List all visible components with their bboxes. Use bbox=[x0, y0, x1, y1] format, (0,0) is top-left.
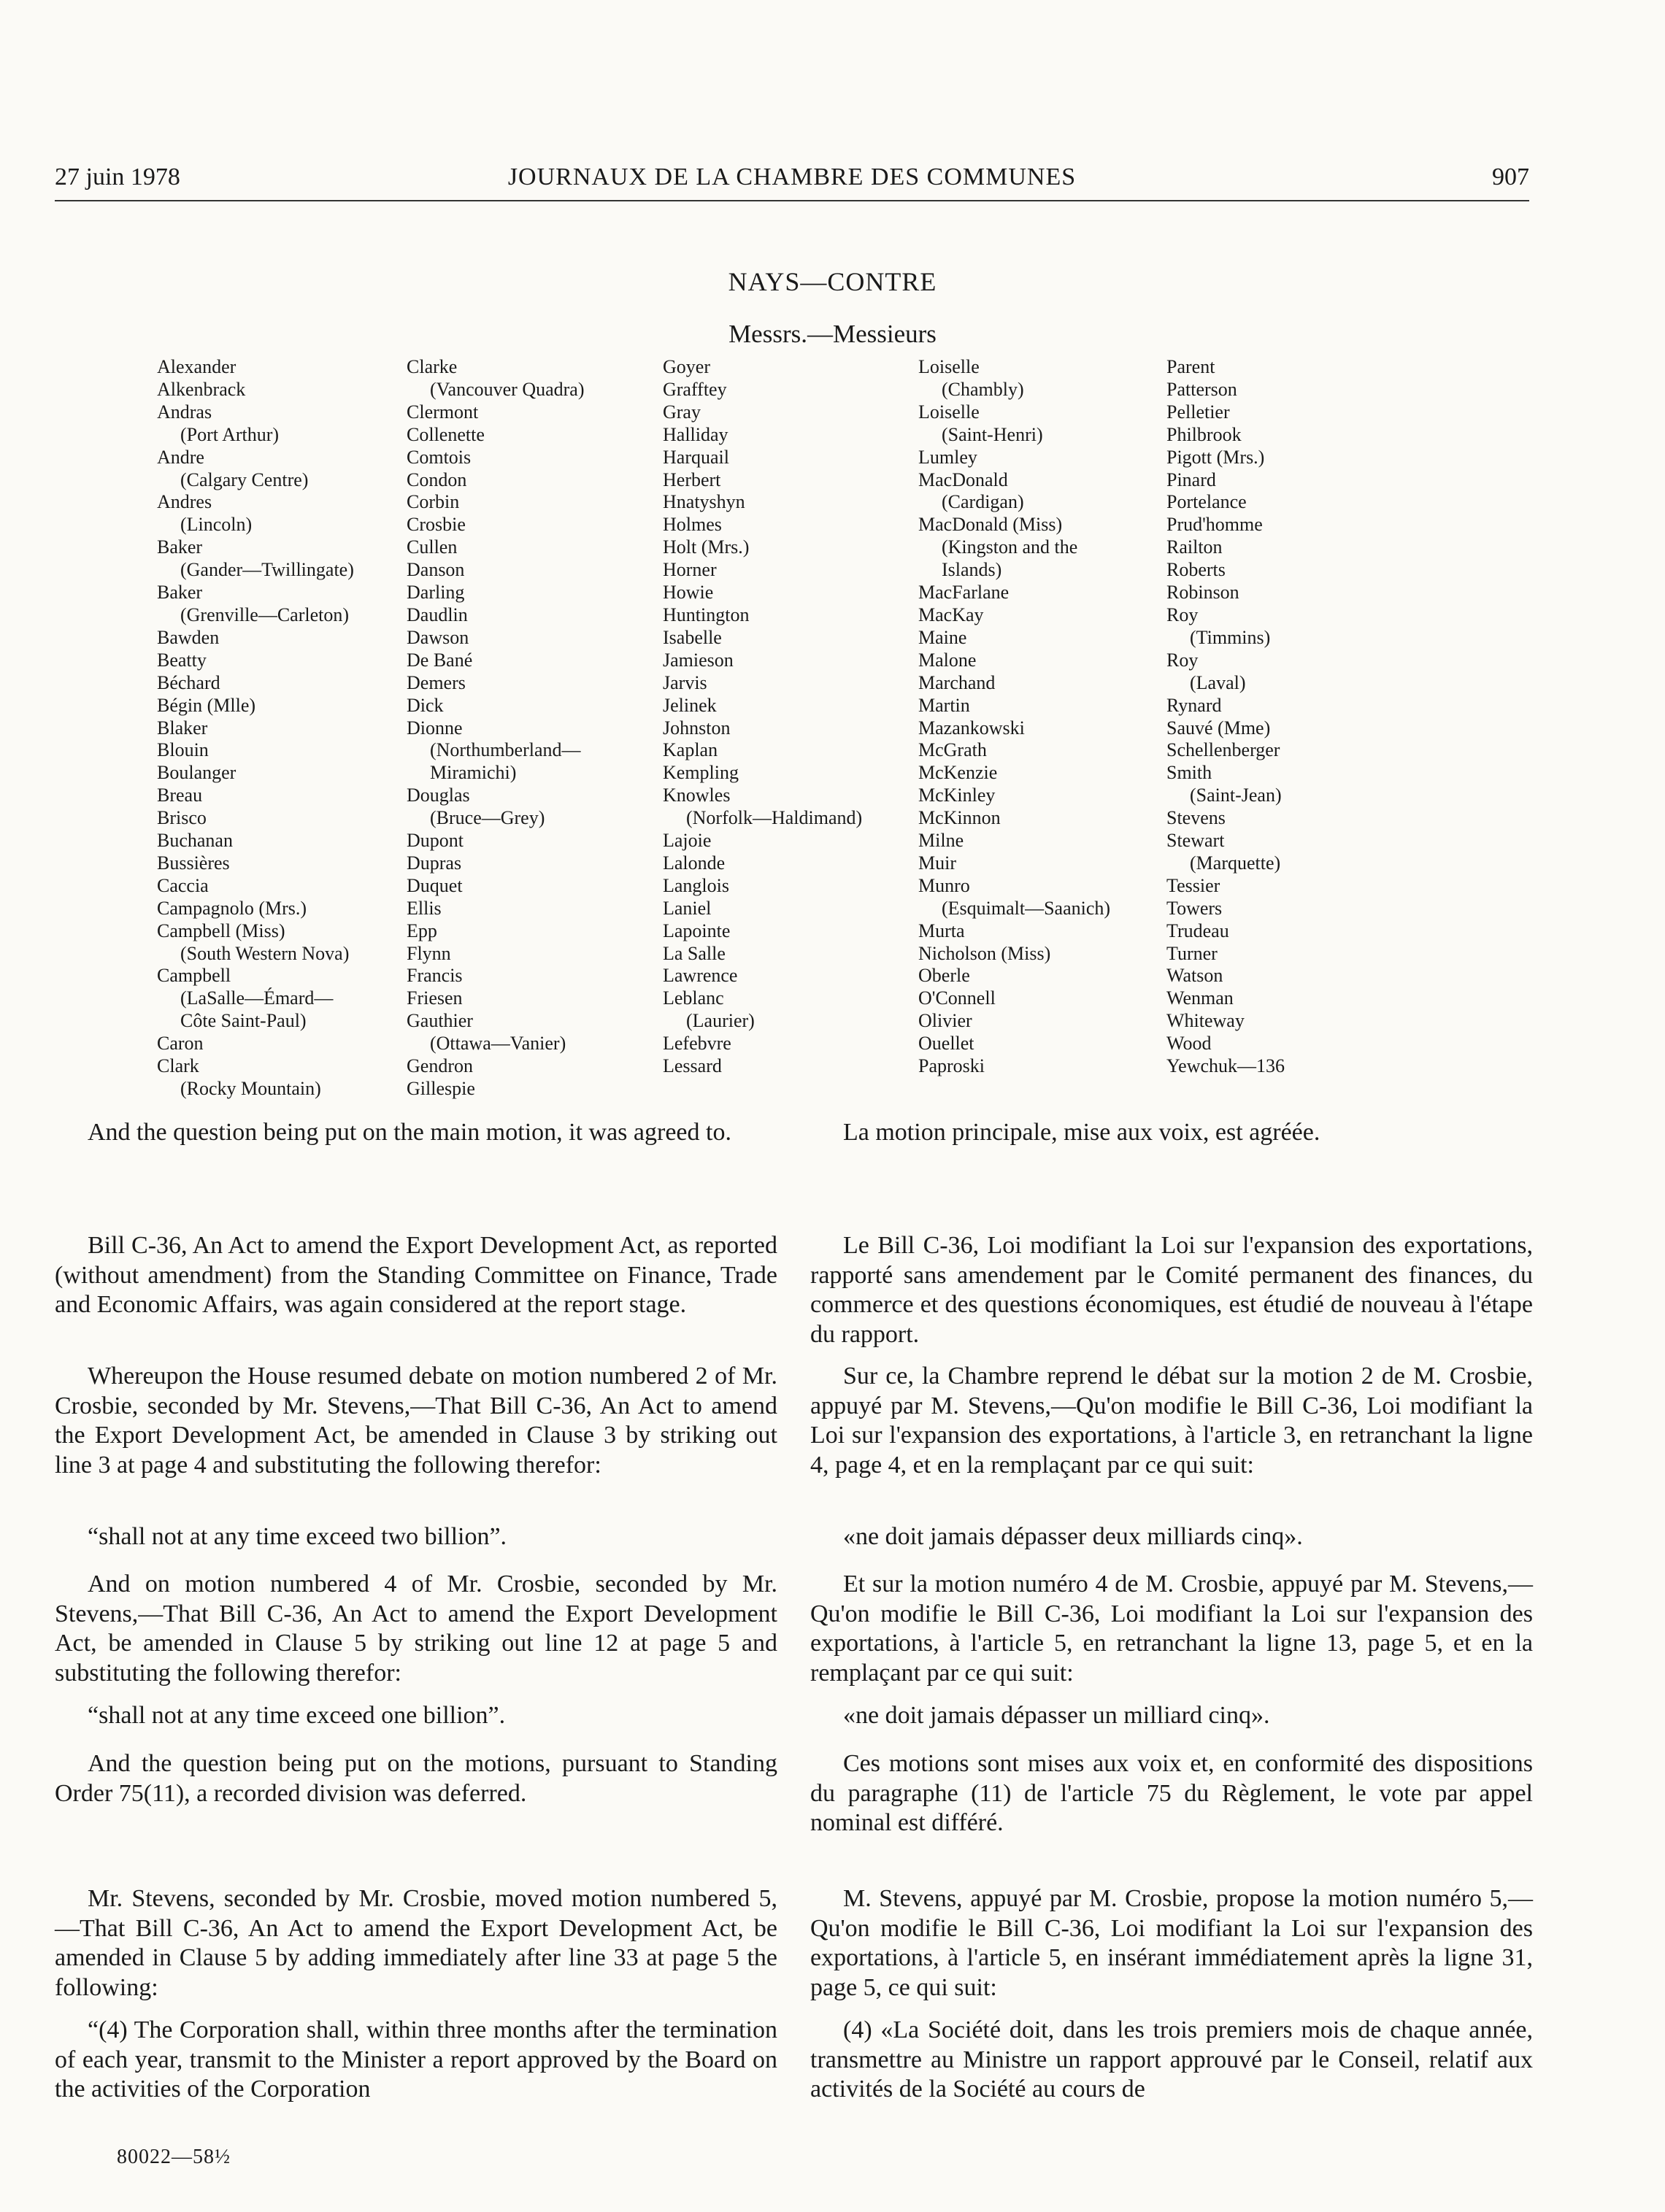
member-riding: (Kingston and the bbox=[942, 536, 1078, 558]
member-riding: (Port Arthur) bbox=[180, 423, 280, 445]
member-name: Baker bbox=[157, 582, 203, 604]
fr-motion-4-text: «ne doit jamais dépasser un milliard cinq». bbox=[843, 1702, 1270, 1729]
fr-motion-4: Et sur la motion numéro 4 de M. Crosbie, appuyé par M. Stevens,—Qu'on modifie le Bill C-36, Loi modifiant la Loi sur l'expansion des exportations, à l'article 5, en retranchant la ligne 13, page 5, et en la remplaçant par ce qui suit: bbox=[810, 1571, 1533, 1687]
member-name: Pelletier bbox=[1166, 401, 1230, 423]
member-name: Trudeau bbox=[1166, 920, 1229, 941]
member-name: Dick bbox=[407, 694, 444, 716]
member-name: Caccia bbox=[157, 874, 209, 896]
member-riding: (South Western Nova) bbox=[180, 942, 350, 964]
member-riding: (Northumberland— bbox=[430, 739, 581, 761]
division-subheading: Messrs.—Messieurs bbox=[728, 320, 937, 348]
member-name: Blaker bbox=[157, 717, 208, 739]
member-name: Francis bbox=[407, 965, 463, 987]
fr-motion-2: Sur ce, la Chambre reprend le débat sur la motion 2 de M. Crosbie, appuyé par M. Stevens,—Qu'on modifie le Bill C-36, Loi modifiant la Loi sur l'expansion des exportations, à l'article 3, en retranchant la ligne 4, page 4, et en la remplaçant par ce qui suit: bbox=[810, 1363, 1533, 1479]
member-name: Holt (Mrs.) bbox=[663, 536, 750, 558]
member-riding: (Gander—Twillingate) bbox=[180, 559, 354, 581]
member-name: Robinson bbox=[1166, 582, 1239, 604]
member-name: Condon bbox=[407, 469, 467, 490]
en-motion-2-text: “shall not at any time exceed two billion”. bbox=[88, 1523, 507, 1550]
member-name: Stevens bbox=[1166, 807, 1226, 829]
member-name: Cullen bbox=[407, 536, 458, 558]
member-name: Roy bbox=[1166, 604, 1199, 625]
member-name: Andras bbox=[157, 401, 212, 423]
member-name: Loiselle bbox=[918, 401, 980, 423]
page-number: 907 bbox=[1492, 163, 1529, 190]
member-name: Paproski bbox=[918, 1055, 985, 1077]
member-name: Loiselle bbox=[918, 356, 980, 377]
member-name: Brisco bbox=[157, 807, 207, 829]
en-division-deferred: And the question being put on the motions, pursuant to Standing Order 75(11), a recorded division was deferred. bbox=[55, 1750, 777, 1807]
names-column-3 bbox=[663, 356, 862, 1078]
member-name: Pigott (Mrs.) bbox=[1166, 446, 1265, 468]
member-name: Murta bbox=[918, 920, 965, 941]
member-name: Comtois bbox=[407, 446, 472, 468]
member-name: Corbin bbox=[407, 491, 460, 513]
member-name: Daudlin bbox=[407, 604, 468, 625]
member-name: Duquet bbox=[407, 874, 463, 896]
member-name: Herbert bbox=[663, 469, 721, 490]
member-name: Beatty bbox=[157, 649, 207, 671]
member-riding: (Cardigan) bbox=[942, 491, 1024, 513]
member-name: Railton bbox=[1166, 536, 1223, 558]
member-name: Portelance bbox=[1166, 491, 1247, 513]
member-riding: (LaSalle—Émard— bbox=[180, 987, 334, 1009]
member-name: Blouin bbox=[157, 739, 209, 761]
member-riding: (Lincoln) bbox=[180, 514, 253, 536]
en-motion-4: And on motion numbered 4 of Mr. Crosbie, seconded by Mr. Stevens,—That Bill C-36, An Act to amend the Export Development Act, be amended in Clause 5 by striking out line 12 at page 5 and substituting the following therefor: bbox=[55, 1571, 777, 1687]
member-name: Dupont bbox=[407, 830, 464, 852]
member-name: Whiteway bbox=[1166, 1010, 1245, 1032]
member-name: Douglas bbox=[407, 785, 470, 806]
member-name: Campbell (Miss) bbox=[157, 920, 285, 941]
member-name: Alkenbrack bbox=[157, 378, 246, 400]
member-name: Smith bbox=[1166, 762, 1212, 784]
member-name: Sauvé (Mme) bbox=[1166, 717, 1271, 739]
member-name: Schellenberger bbox=[1166, 739, 1280, 761]
member-name: Goyer bbox=[663, 356, 710, 377]
fr-main-motion-result: La motion principale, mise aux voix, est agréée. bbox=[843, 1119, 1320, 1146]
member-name: Jamieson bbox=[663, 649, 734, 671]
fr-motion-5-text: (4) «La Société doit, dans les trois premiers mois de chaque année, transmettre au Ministre un rapport approuvé par le Conseil, relatif aux activités de la Société au cours de bbox=[810, 2016, 1533, 2103]
member-name: Rynard bbox=[1166, 694, 1222, 716]
member-riding: (Esquimalt—Saanich) bbox=[942, 897, 1111, 919]
member-name: Munro bbox=[918, 874, 970, 896]
member-riding: Miramichi) bbox=[430, 762, 517, 784]
member-name: Muir bbox=[918, 852, 956, 874]
member-name: Bégin (Mlle) bbox=[157, 694, 256, 716]
en-motion-5: Mr. Stevens, seconded by Mr. Crosbie, moved motion numbered 5,—That Bill C-36, An Act to amend the Export Development Act, be amended in Clause 5 by adding immediately after line 33 at page 5 the following: bbox=[55, 1885, 777, 2001]
fr-bill-c36-report: Le Bill C-36, Loi modifiant la Loi sur l'expansion des exportations, rapporté sans amendement par le Comité permanent des finances, du commerce et des questions économiques, est étudié de nouveau à l'étape du rapport. bbox=[810, 1232, 1533, 1348]
member-name: Yewchuk—136 bbox=[1166, 1055, 1285, 1077]
member-name: Lefebvre bbox=[663, 1033, 731, 1055]
member-riding: (Laval) bbox=[1190, 671, 1246, 693]
journal-title: JOURNAUX DE LA CHAMBRE DES COMMUNES bbox=[507, 163, 1077, 190]
member-riding: (Vancouver Quadra) bbox=[430, 378, 585, 400]
member-riding: (Rocky Mountain) bbox=[180, 1078, 321, 1099]
member-name: Clark bbox=[157, 1055, 199, 1077]
member-name: Oberle bbox=[918, 965, 970, 987]
member-name: Campagnolo (Mrs.) bbox=[157, 897, 307, 919]
running-header bbox=[55, 162, 1529, 201]
member-name: Lumley bbox=[918, 446, 977, 468]
member-name: Isabelle bbox=[663, 626, 722, 648]
member-name: Towers bbox=[1166, 897, 1223, 919]
member-name: Boulanger bbox=[157, 762, 237, 784]
member-name: Lapointe bbox=[663, 920, 731, 941]
names-column-2 bbox=[407, 356, 585, 1101]
member-name: Tessier bbox=[1166, 874, 1220, 896]
member-name: MacDonald (Miss) bbox=[918, 514, 1063, 536]
member-name: Lawrence bbox=[663, 965, 738, 987]
member-name: Knowles bbox=[663, 785, 731, 806]
member-riding: (Calgary Centre) bbox=[180, 469, 309, 490]
member-name: McKinley bbox=[918, 785, 996, 806]
member-name: Jarvis bbox=[663, 671, 707, 693]
member-name: O'Connell bbox=[918, 987, 996, 1009]
member-name: Andre bbox=[157, 446, 204, 468]
member-name: Gray bbox=[663, 401, 701, 423]
member-name: Patterson bbox=[1166, 378, 1237, 400]
member-name: De Bané bbox=[407, 649, 473, 671]
member-riding: (Timmins) bbox=[1190, 626, 1271, 648]
member-name: Holmes bbox=[663, 514, 722, 536]
member-name: Alexander bbox=[157, 356, 237, 377]
member-name: Bawden bbox=[157, 626, 220, 648]
member-riding: Islands) bbox=[942, 559, 1002, 581]
member-name: La Salle bbox=[663, 942, 726, 964]
member-name: Stewart bbox=[1166, 830, 1225, 852]
member-name: Halliday bbox=[663, 423, 728, 445]
member-name: Ouellet bbox=[918, 1033, 974, 1055]
member-name: Martin bbox=[918, 694, 970, 716]
member-riding: Côte Saint-Paul) bbox=[180, 1010, 307, 1032]
member-name: Buchanan bbox=[157, 830, 233, 852]
member-name: MacFarlane bbox=[918, 582, 1010, 604]
names-column-5 bbox=[1166, 356, 1285, 1078]
member-riding: (Chambly) bbox=[942, 378, 1024, 400]
en-motion-5-text: “(4) The Corporation shall, within three months after the termination of each year, transmit to the Minister a report approved by the Board on the activities of the Corporation bbox=[55, 2016, 777, 2103]
member-name: Ellis bbox=[407, 897, 442, 919]
member-name: Kaplan bbox=[663, 739, 718, 761]
member-name: Marchand bbox=[918, 671, 996, 693]
member-name: Collenette bbox=[407, 423, 485, 445]
member-name: Caron bbox=[157, 1033, 204, 1055]
member-riding: (Saint-Jean) bbox=[1190, 785, 1282, 806]
member-name: Olivier bbox=[918, 1010, 972, 1032]
member-name: Baker bbox=[157, 536, 203, 558]
member-name: McKinnon bbox=[918, 807, 1001, 829]
member-name: Dupras bbox=[407, 852, 462, 874]
member-name: Prud'homme bbox=[1166, 514, 1263, 536]
member-name: Campbell bbox=[157, 965, 231, 987]
member-name: Béchard bbox=[157, 671, 220, 693]
member-name: Lalonde bbox=[663, 852, 726, 874]
names-column-4 bbox=[918, 356, 1110, 1078]
member-name: Gillespie bbox=[407, 1078, 475, 1099]
member-name: Wenman bbox=[1166, 987, 1234, 1009]
member-riding: (Saint-Henri) bbox=[942, 423, 1043, 445]
member-name: Horner bbox=[663, 559, 717, 581]
member-name: Leblanc bbox=[663, 987, 724, 1009]
member-name: Roy bbox=[1166, 649, 1199, 671]
member-name: Watson bbox=[1166, 965, 1223, 987]
en-main-motion-result: And the question being put on the main motion, it was agreed to. bbox=[88, 1119, 731, 1146]
member-name: Parent bbox=[1166, 356, 1215, 377]
member-riding: (Ottawa—Vanier) bbox=[430, 1033, 566, 1055]
member-name: Gendron bbox=[407, 1055, 473, 1077]
member-name: Epp bbox=[407, 920, 437, 941]
member-riding: (Marquette) bbox=[1190, 852, 1281, 874]
member-name: Pinard bbox=[1166, 469, 1216, 490]
member-name: Milne bbox=[918, 830, 964, 852]
member-name: Gauthier bbox=[407, 1010, 473, 1032]
member-name: Crosbie bbox=[407, 514, 466, 536]
names-column-1 bbox=[157, 356, 354, 1101]
member-name: Bussières bbox=[157, 852, 230, 874]
member-name: Langlois bbox=[663, 874, 729, 896]
member-name: Darling bbox=[407, 582, 465, 604]
member-riding: (Laurier) bbox=[686, 1010, 755, 1032]
member-name: Johnston bbox=[663, 717, 731, 739]
member-name: Philbrook bbox=[1166, 423, 1242, 445]
member-name: Nicholson (Miss) bbox=[918, 942, 1051, 964]
member-riding: (Grenville—Carleton) bbox=[180, 604, 350, 625]
member-name: Dawson bbox=[407, 626, 469, 648]
fr-motion-2-text: «ne doit jamais dépasser deux milliards cinq». bbox=[843, 1523, 1303, 1550]
header-date: 27 juin 1978 bbox=[55, 163, 180, 190]
member-riding: (Bruce—Grey) bbox=[430, 807, 545, 829]
member-name: Flynn bbox=[407, 942, 451, 964]
member-name: Roberts bbox=[1166, 559, 1226, 581]
member-name: Andres bbox=[157, 491, 212, 513]
member-name: Kempling bbox=[663, 762, 739, 784]
member-name: Grafftey bbox=[663, 378, 727, 400]
member-name: Dionne bbox=[407, 717, 463, 739]
member-name: Huntington bbox=[663, 604, 750, 625]
member-name: Demers bbox=[407, 671, 466, 693]
en-motion-2: Whereupon the House resumed debate on motion numbered 2 of Mr. Crosbie, seconded by Mr. Stevens,—That Bill C-36, An Act to amend the Export Development Act, be amended in Clause 3 by striking out line 3 at page 4 and substituting the following therefor: bbox=[55, 1363, 777, 1479]
fr-motion-5: M. Stevens, appuyé par M. Crosbie, propose la motion numéro 5,—Qu'on modifie le Bill C-36, Loi modifiant la Loi sur l'expansion des exportations, à l'article 5, en insérant immédiatement après la ligne 31, page 5, ce qui suit: bbox=[810, 1885, 1533, 2001]
member-name: Harquail bbox=[663, 446, 729, 468]
member-name: Clermont bbox=[407, 401, 479, 423]
en-motion-4-text: “shall not at any time exceed one billion”. bbox=[88, 1702, 506, 1729]
member-name: Howie bbox=[663, 582, 714, 604]
division-heading: NAYS—CONTRE bbox=[728, 267, 937, 296]
member-name: Clarke bbox=[407, 356, 458, 377]
member-name: McKenzie bbox=[918, 762, 998, 784]
print-code: 80022—58½ bbox=[117, 2146, 231, 2168]
member-name: Breau bbox=[157, 785, 203, 806]
member-name: Wood bbox=[1166, 1033, 1212, 1055]
member-name: Turner bbox=[1166, 942, 1218, 964]
member-name: Jelinek bbox=[663, 694, 717, 716]
member-name: Friesen bbox=[407, 987, 463, 1009]
member-name: Malone bbox=[918, 649, 977, 671]
member-name: Mazankowski bbox=[918, 717, 1025, 739]
member-name: MacKay bbox=[918, 604, 984, 625]
member-riding: (Norfolk—Haldimand) bbox=[686, 807, 863, 829]
member-name: Danson bbox=[407, 559, 465, 581]
member-name: Hnatyshyn bbox=[663, 491, 745, 513]
member-name: McGrath bbox=[918, 739, 987, 761]
member-name: Lajoie bbox=[663, 830, 712, 852]
member-name: Maine bbox=[918, 626, 967, 648]
fr-division-deferred: Ces motions sont mises aux voix et, en conformité des dispositions du paragraphe (11) de l'article 75 du Règlement, le vote par appel nominal est différé. bbox=[810, 1750, 1533, 1836]
en-bill-c36-report: Bill C-36, An Act to amend the Export Development Act, as reported (without amendment) from the Standing Committee on Finance, Trade and Economic Affairs, was again considered at the report stage. bbox=[55, 1232, 777, 1318]
member-name: MacDonald bbox=[918, 469, 1008, 490]
member-name: Lessard bbox=[663, 1055, 722, 1077]
member-name: Laniel bbox=[663, 897, 712, 919]
